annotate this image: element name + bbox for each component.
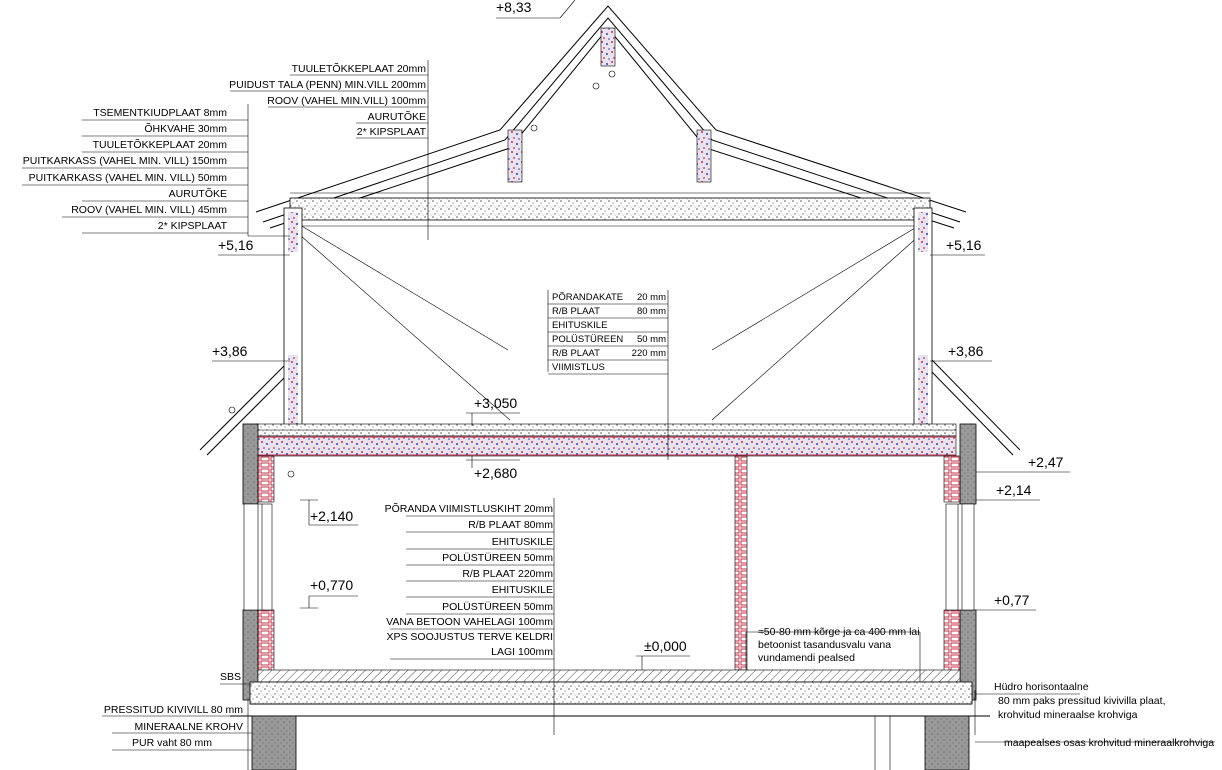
floor-layer-size: 50 mm	[636, 334, 666, 345]
wall-layers-list	[22, 107, 248, 233]
svg-text:80 mm paks pressitud kivivilla: 80 mm paks pressitud kivivilla plaat,	[998, 695, 1166, 707]
level-marker-floor-top	[466, 395, 520, 426]
floor-layer-size: 80 mm	[636, 306, 666, 317]
floor-layer: R/B PLAAT 220mm	[462, 568, 553, 580]
level-marker-ridge	[496, 0, 575, 18]
level-marker-eave-right	[930, 237, 985, 255]
level-marker-right-077	[976, 592, 1036, 610]
wall-layer: 2* KIPSPLAAT	[157, 220, 227, 232]
floor-layer: POLÜSTÜREEN 50mm	[442, 552, 553, 564]
floor-layer: EHITUSKILE	[491, 536, 553, 548]
wall-layer: PUITKARKASS (VAHEL MIN. VILL) 50mm	[28, 172, 227, 184]
roof-layer: 2* KIPSPLAAT	[356, 126, 426, 138]
level-marker-window-sill	[300, 577, 358, 608]
floor-layer-size: 220 mm	[631, 348, 666, 359]
svg-text:+2,680: +2,680	[474, 465, 518, 481]
floor-layer-name: R/B PLAAT	[552, 348, 600, 359]
sbs-note	[220, 671, 252, 684]
level-marker-knee-left	[212, 343, 290, 361]
above-ground-note	[1004, 737, 1214, 749]
svg-text:+3,050: +3,050	[474, 395, 518, 411]
wall-layer: PUITKARKASS (VAHEL MIN. VILL) 150mm	[22, 155, 227, 167]
svg-text:PRESSITUD KIVIVILL 80 mm: PRESSITUD KIVIVILL 80 mm	[103, 704, 243, 716]
roof-layer: TUULETÕKKEPLAAT 20mm	[291, 63, 426, 75]
svg-text:≈50-80 mm kõrge ja ca 400 mm l: ≈50-80 mm kõrge ja ca 400 mm lai	[758, 626, 920, 638]
svg-text:+8,33: +8,33	[496, 0, 532, 15]
svg-text:+2,47: +2,47	[1028, 454, 1064, 470]
floor-layer-name: VIIMISTLUS	[552, 362, 605, 373]
wall-layer: TSEMENTKIUDPLAAT 8mm	[93, 107, 227, 119]
roof-layer: PUIDUST TALA (PENN) MIN.VILL 200mm	[229, 79, 426, 91]
floor-layer: VANA BETOON VAHELAGI 100mm	[386, 616, 553, 628]
svg-text:PUR vaht 80 mm: PUR vaht 80 mm	[132, 737, 212, 749]
svg-text:MINERAALNE KROHV: MINERAALNE KROHV	[134, 721, 243, 733]
svg-text:krohvitud mineraalse krohviga: krohvitud mineraalse krohviga	[998, 709, 1138, 721]
floor-layer: EHITUSKILE	[491, 584, 553, 596]
bottom-left-notes	[102, 704, 252, 750]
svg-text:+0,77: +0,77	[994, 592, 1030, 608]
svg-text:vundamendi pealsed: vundamendi pealsed	[758, 652, 855, 664]
floor-layer-name: R/B PLAAT	[552, 306, 600, 317]
floor-layer: LAGI 100mm	[491, 646, 553, 658]
floor-layer: XPS SOOJUSTUS TERVE KELDRI	[386, 631, 553, 643]
svg-text:SBS: SBS	[220, 671, 242, 683]
level-marker-right-214	[976, 482, 1040, 500]
floor-layer: POLÜSTÜREEN 50mm	[442, 601, 553, 613]
level-marker-ceiling-bottom	[466, 456, 520, 481]
wall-layer: ROOV (VAHEL MIN. VILL) 45mm	[71, 204, 227, 216]
level-marker-window-top	[300, 500, 358, 525]
hydro-note	[975, 681, 1165, 721]
svg-text:+2,140: +2,140	[310, 508, 354, 524]
roof-layer: ROOV (VAHEL MIN.VILL) 100mm	[267, 95, 426, 107]
floor-layer: R/B PLAAT 80mm	[468, 519, 553, 531]
svg-text:+0,770: +0,770	[310, 577, 354, 593]
roof-layer: AURUTÕKE	[367, 111, 426, 123]
level-marker-ground-floor	[636, 638, 690, 670]
floor-layer-size: 20 mm	[636, 292, 666, 303]
svg-text:+5,16: +5,16	[946, 237, 982, 253]
leveling-note	[746, 626, 920, 664]
svg-text:+3,86: +3,86	[948, 343, 984, 359]
level-marker-eave-left	[218, 237, 290, 255]
wall-layer: TUULETÕKKEPLAAT 20mm	[92, 139, 227, 151]
svg-text:maapealses osas krohvitud mine: maapealses osas krohvitud mineraalkrohviga	[1004, 737, 1215, 749]
svg-text:Hüdro horisontaalne: Hüdro horisontaalne	[994, 681, 1089, 693]
wall-layer: AURUTÕKE	[168, 188, 227, 200]
svg-text:+3,86: +3,86	[212, 343, 248, 359]
roof-layers-list	[229, 62, 428, 138]
level-marker-knee-right	[930, 343, 992, 361]
svg-text:±0,000: ±0,000	[644, 638, 687, 654]
level-marker-right-247	[976, 454, 1070, 472]
floor-layer-name: POLÜSTÜREEN	[552, 334, 624, 345]
lower-floor-layers-list	[385, 502, 554, 659]
svg-text:betoonist tasandusvalu vana: betoonist tasandusvalu vana	[758, 639, 892, 651]
floor-layer: PÕRANDA VIIMISTLUSKIHT 20mm	[384, 503, 553, 515]
svg-text:+2,14: +2,14	[996, 482, 1032, 498]
upper-floor-layers-table	[548, 290, 668, 374]
wall-layer: ÕHKVAHE 30mm	[144, 123, 227, 135]
floor-layer-name: EHITUSKILE	[552, 320, 608, 331]
floor-layer-name: PÕRANDAKATE	[552, 292, 624, 303]
svg-text:+5,16: +5,16	[218, 237, 254, 253]
